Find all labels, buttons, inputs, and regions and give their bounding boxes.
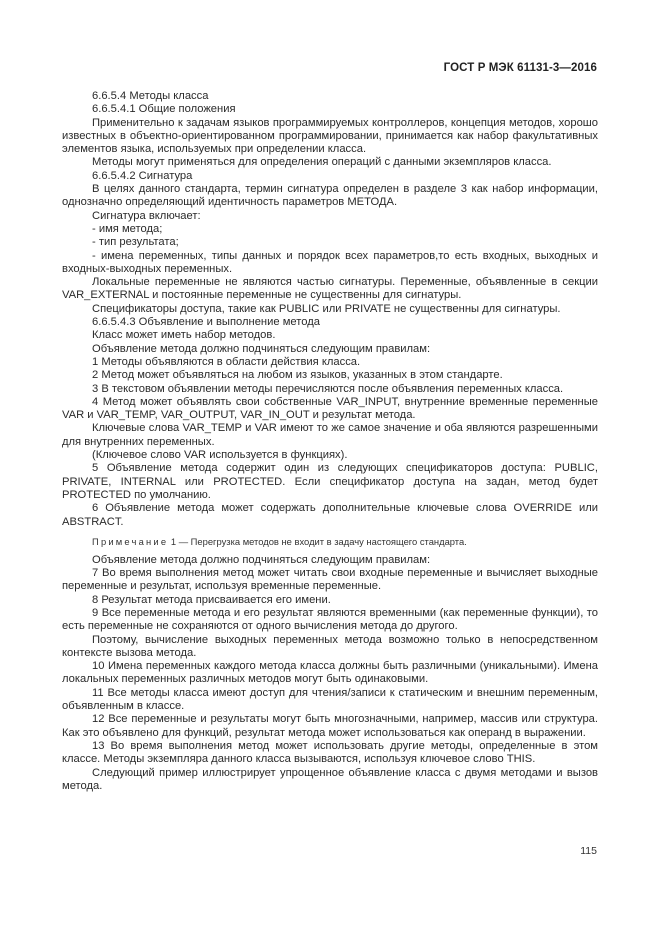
paragraph: 10 Имена переменных каждого метода класса должны быть различными (уникальными). Имена локальных переменных различных методов могут быть одинаковыми. [62,660,598,686]
note-label: Примечание [92,535,169,547]
paragraph: Следующий пример иллюстрирует упрощенное объявление класса с двумя методами и вызов метода. [62,766,598,792]
paragraph: 6.6.5.4.3 Объявление и выполнение метода [92,316,320,329]
paragraph: 6.6.5.4.2 Сигнатура [92,169,193,182]
paragraph: В целях данного стандарта, термин сигнатура определен в разделе 3 как набор информации, однозначно определяющий идентичность параметров МЕТОДА. [62,183,598,209]
section-before-note [62,90,598,529]
paragraph: 5 Объявление метода содержит один из следующих спецификаторов доступа: PUBLIC, PRIVATE, INTERNAL или PROTECTED. Если спецификатор доступа на задан, метод будет PROTECTED по умолчанию. [62,462,598,501]
paragraph: Локальные переменные не являются частью сигнатуры. Переменные, объявленные в секции VAR_EXTERNAL и постоянные переменные не существенны для сигнатуры. [62,276,598,302]
paragraph: Объявление метода должно подчиняться следующим правилам: [92,342,431,355]
paragraph: Спецификаторы доступа, такие как PUBLIC или PRIVATE не существенны для сигнатуры. [92,302,561,315]
paragraph: - тип результата; [92,236,179,249]
paragraph: - имя метода; [92,222,163,235]
paragraph: (Ключевое слово VAR используется в функциях). [92,449,348,462]
paragraph: 6 Объявление метода может содержать дополнительные ключевые слова OVERRIDE или ABSTRACT. [62,502,598,528]
paragraph: 6.6.5.4.1 Общие положения [92,103,236,116]
paragraph: Применительно к задачам языков программируемых контроллеров, концепция методов, хорошо известных в объектно-ориентированном программировании, принимается как набор факультативных элементов языка, используемых при определении класса. [62,116,598,156]
note [62,535,598,548]
paragraph: 2 Метод может объявляться на любом из языков, указанных в этом стандарте. [92,369,503,382]
paragraph: 3 В текстовом объявлении методы перечисляются после объявления переменных класса. [92,382,564,395]
paragraph: Объявление метода должно подчиняться следующим правилам: [92,553,431,566]
section-after-note [62,554,598,793]
paragraph: Поэтому, вычисление выходных переменных метода возможно только в непосредственном контексте вызова метода. [62,633,598,659]
paragraph: 9 Все переменные метода и его результат являются временными (как переменные функции), то есть переменные не сохраняются от одного вычисления метода до другого. [62,606,598,633]
paragraph: Ключевые слова VAR_TEMP и VAR имеют то же самое значение и оба являются разрешенными для внутренних переменных. [62,422,598,448]
paragraph: 8 Результат метода присваивается его имени. [92,593,331,606]
paragraph: 1 Методы объявляются в области действия класса. [92,355,361,368]
page-number: 115 [580,845,597,857]
note-text: 1 — Перегрузка методов не входит в задачу настоящего стандарта. [168,535,467,547]
paragraph: - имена переменных, типы данных и порядок всех параметров,то есть входных, выходных и входных-выходных переменных. [62,249,598,275]
document-header: ГОСТ Р МЭК 61131-3—2016 [443,62,597,74]
paragraph: 11 Все методы класса имеют доступ для чтения/записи к статическим и внешним переменным, объявленным в классе. [62,686,598,713]
paragraph: 13 Во время выполнения метод может использовать другие методы, определенные в этом классе. Методы экземпляра данного класса вызываются, используя ключевое слово THIS. [62,739,598,766]
paragraph: 4 Метод может объявлять свои собственные VAR_INPUT, внутренние временные переменные VAR и VAR_TEMP, VAR_OUTPUT, VAR_IN_OUT и результат метода. [62,395,598,422]
paragraph: 12 Все переменные и результаты могут быть многозначными, например, массив или структура. Как это объявлено для функций, результат метода может использоваться как операнд в выражении. [62,713,598,739]
paragraph: 7 Во время выполнения метод может читать свои входные переменные и вычисляет выходные переменные и результат, используя временные переменные. [62,567,598,593]
paragraph: Сигнатура включает: [92,209,201,222]
page-body [62,90,598,793]
paragraph: 6.6.5.4 Методы класса [92,90,209,102]
paragraph: Класс может иметь набор методов. [92,329,276,342]
paragraph: Методы могут применяться для определения операций с данными экземпляров класса. [92,156,552,169]
